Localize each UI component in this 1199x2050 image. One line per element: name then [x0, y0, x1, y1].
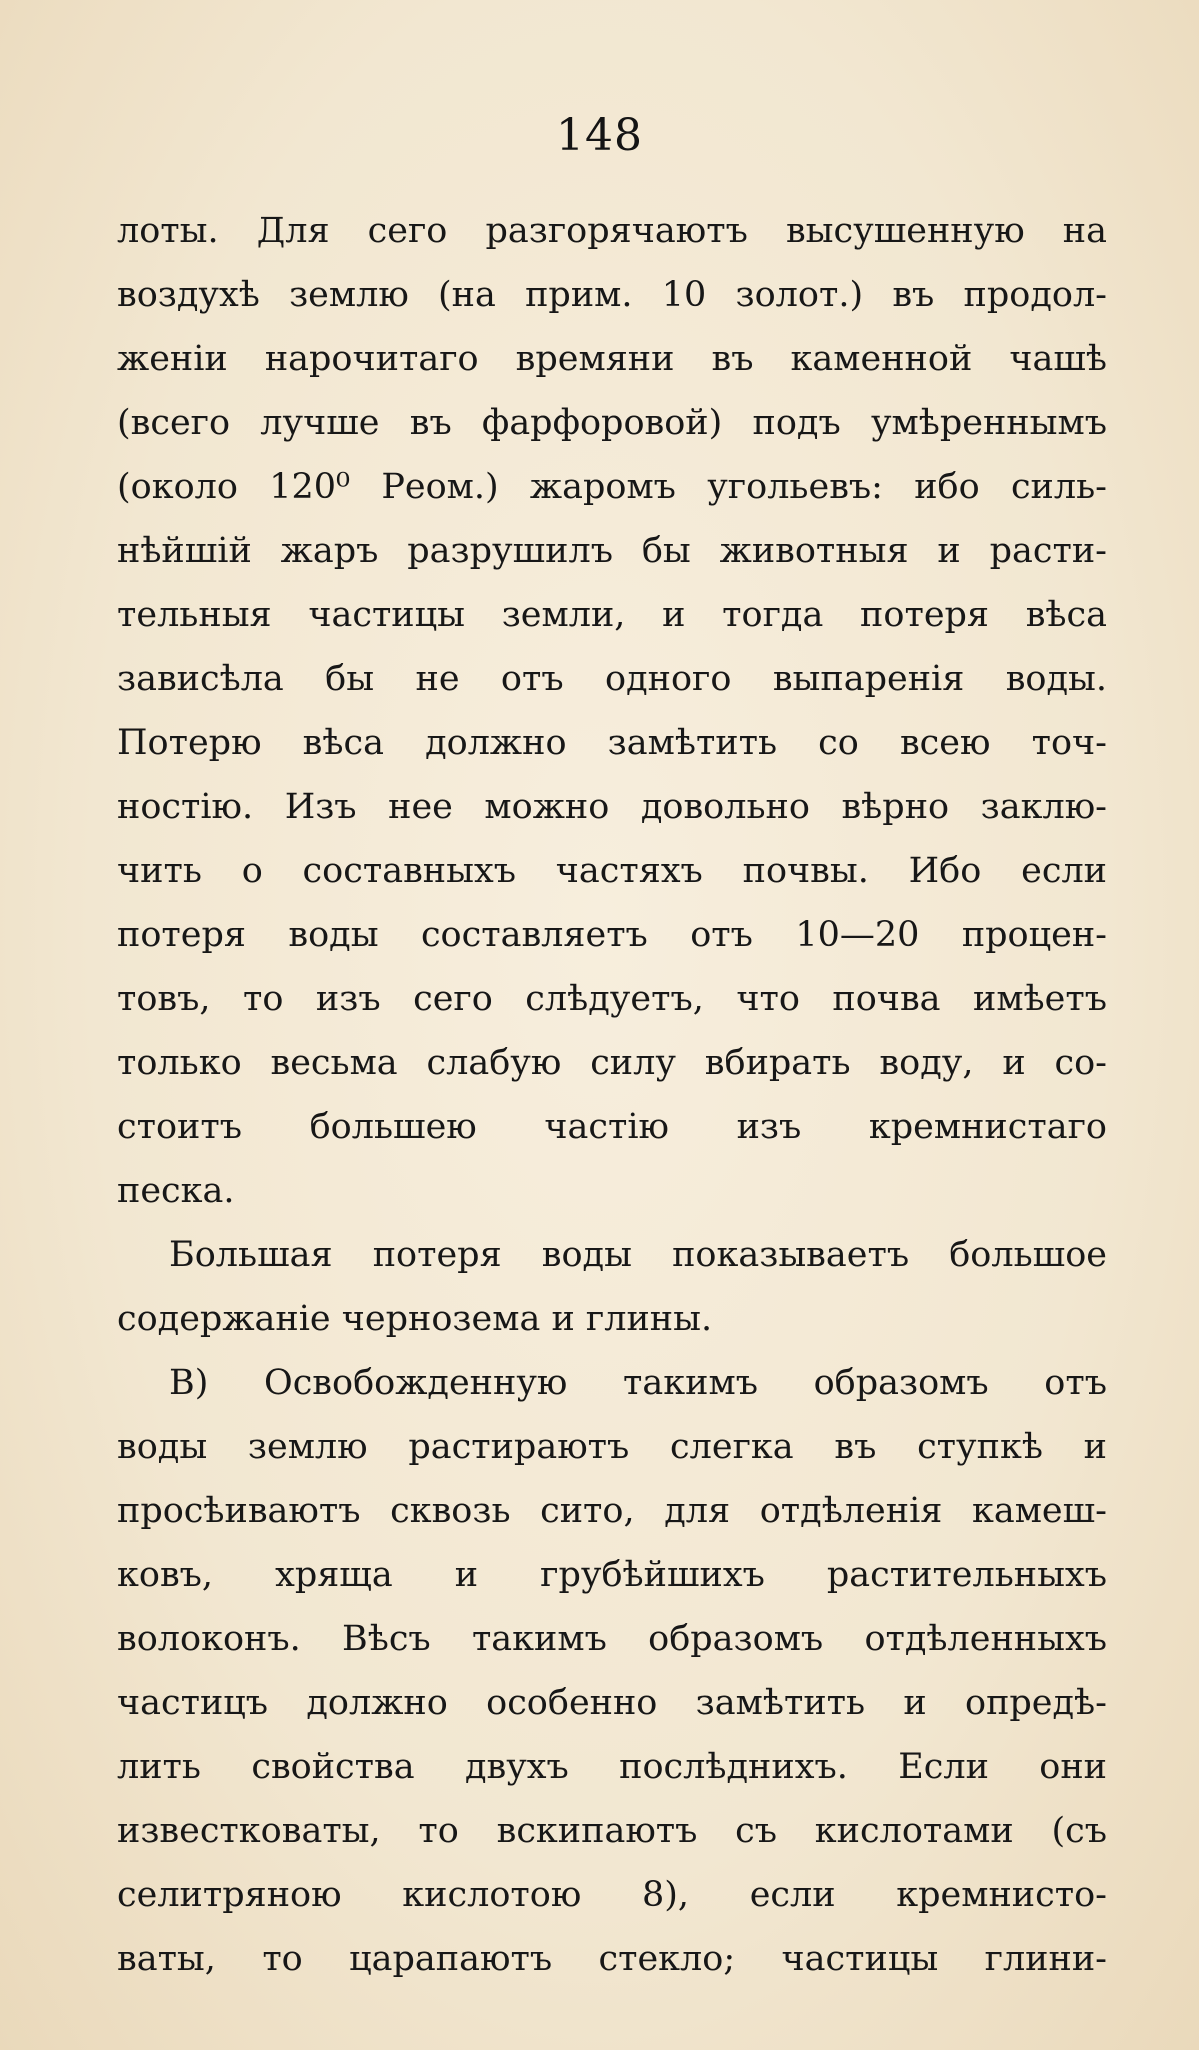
- text-line: женіи нарочитаго времяни въ каменной чашѣ: [117, 339, 1107, 379]
- text-line: волоконъ. Вѣсъ такимъ образомъ отдѣленныхъ: [117, 1619, 1107, 1659]
- text-line: ностію. Изъ нее можно довольно вѣрно заклю-: [117, 787, 1107, 827]
- text-line: лить свойства двухъ послѣднихъ. Если они: [117, 1747, 1107, 1787]
- text-line: ковъ, хряща и грубѣйшихъ растительныхъ: [117, 1555, 1107, 1595]
- text-line: частицъ должно особенно замѣтить и опредѣ-: [117, 1683, 1107, 1723]
- text-line: известковаты, то вскипаютъ съ кислотами (съ: [117, 1811, 1107, 1851]
- text-line: селитряною кислотою 8), если кремнисто-: [117, 1875, 1107, 1915]
- text-line: тельныя частицы земли, и тогда потеря вѣса: [117, 595, 1107, 635]
- text-line: стоитъ большею частію изъ кремнистаго: [117, 1107, 1107, 1147]
- text-line: Большая потеря воды показываетъ большое: [169, 1235, 1107, 1275]
- text-line: воды землю растираютъ слегка въ ступкѣ и: [117, 1427, 1107, 1467]
- text-line: песка.: [117, 1171, 235, 1211]
- text-line: чить о составныхъ частяхъ почвы. Ибо если: [117, 851, 1107, 891]
- text-line: В) Освобожденную такимъ образомъ отъ: [169, 1363, 1107, 1403]
- text-line: лоты. Для сего разгорячаютъ высушенную на: [117, 211, 1107, 251]
- text-line: зависѣла бы не отъ одного выпаренія воды.: [117, 659, 1107, 699]
- text-line: просѣиваютъ сквозь сито, для отдѣленія камеш-: [117, 1491, 1107, 1531]
- text-line: ваты, то царапаютъ стекло; частицы глини-: [117, 1939, 1107, 1979]
- text-line: (около 120⁰ Реом.) жаромъ угольевъ: ибо силь-: [117, 467, 1107, 507]
- text-line: содержаніе чернозема и глины.: [117, 1299, 713, 1339]
- page-number: 148: [556, 110, 643, 161]
- text-line: потеря воды составляетъ отъ 10—20 процен-: [117, 915, 1107, 955]
- text-line: только весьма слабую силу вбирать воду, и со-: [117, 1043, 1107, 1083]
- text-line: Потерю вѣса должно замѣтить со всею точ-: [117, 723, 1107, 763]
- text-line: воздухѣ землю (на прим. 10 золот.) въ продол-: [117, 275, 1107, 315]
- text-line: нѣйшій жаръ разрушилъ бы животныя и расти-: [117, 531, 1107, 571]
- text-line: товъ, то изъ сего слѣдуетъ, что почва имѣетъ: [117, 979, 1107, 1019]
- text-line: (всего лучше въ фарфоровой) подъ умѣреннымъ: [117, 403, 1107, 443]
- page-text: [117, 199, 1107, 1991]
